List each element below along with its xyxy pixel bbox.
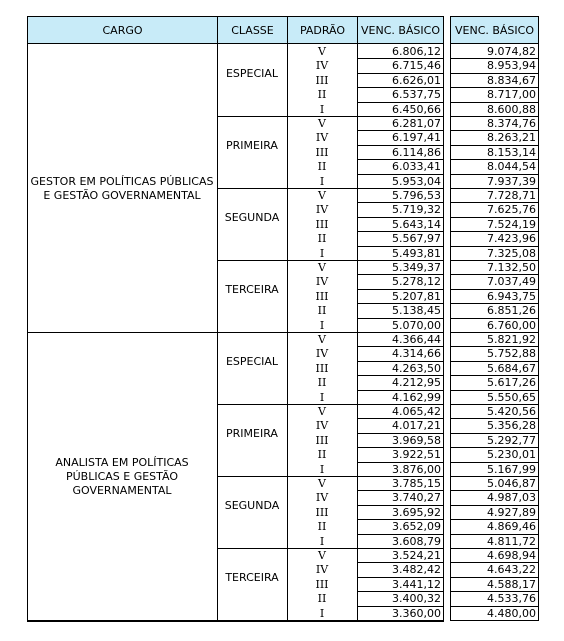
classe-label: SEGUNDA: [224, 210, 280, 224]
padrao-cell: III: [315, 505, 329, 519]
classe-label: ESPECIAL: [225, 66, 279, 80]
venc-basico-2-cell: 8.044,54: [487, 160, 536, 174]
header-venc-basico-1: [357, 16, 444, 44]
venc-basico-2-cell: 7.325,08: [487, 246, 536, 260]
venc-basico-1-cell: 5.719,32: [392, 203, 441, 217]
venc-basico-2-cell: 4.698,94: [487, 549, 536, 562]
padrao-cell: V: [318, 333, 326, 346]
venc-basico-1-cell: 5.349,37: [392, 261, 441, 274]
padrao-cell: III: [315, 361, 329, 375]
cargo-label: GESTOR EM POLÍTICAS PÚBLICAS: [30, 175, 214, 188]
venc-basico-1-cell: 6.114,86: [392, 145, 441, 159]
venc-basico-1-cell: 6.626,01: [392, 73, 441, 87]
padrao-cell: IV: [315, 563, 329, 577]
venc-basico-1-cell: 4.162,99: [392, 390, 441, 404]
venc-basico-2-cell: 5.356,28: [487, 419, 536, 433]
header-venc2-label: VENC. BÁSICO: [454, 23, 534, 37]
col-border: [217, 44, 218, 621]
col-border: [27, 16, 28, 621]
venc-basico-2-cell: 5.684,67: [487, 361, 536, 375]
padrao-cell: II: [317, 448, 327, 462]
venc-basico-2-cell: 5.230,01: [487, 448, 536, 462]
venc-basico-2-cell: 7.423,96: [487, 232, 536, 246]
venc-basico-1-cell: 5.278,12: [392, 275, 441, 289]
venc-basico-2-cell: 4.927,89: [487, 505, 536, 519]
col-border: [357, 44, 358, 621]
venc-basico-2-cell: 5.046,87: [487, 477, 536, 490]
venc-basico-1-cell: 3.922,51: [392, 448, 441, 462]
venc-basico-1-cell: 4.065,42: [392, 405, 441, 418]
padrao-cell: IV: [315, 203, 329, 217]
venc-basico-1-cell: 3.360,00: [392, 606, 441, 620]
venc-basico-1-cell: 5.953,04: [392, 174, 441, 188]
padrao-cell: I: [319, 246, 325, 260]
venc-basico-2-cell: 5.617,26: [487, 376, 536, 390]
classe-label: TERCEIRA: [225, 570, 279, 584]
venc-basico-1-cell: 5.070,00: [392, 318, 441, 332]
venc-basico-1-cell: 3.876,00: [392, 462, 441, 476]
padrao-cell: II: [317, 592, 327, 606]
venc-basico-1-cell: 4.212,95: [392, 376, 441, 390]
venc-basico-1-cell: 3.524,21: [392, 549, 441, 562]
venc-basico-2-cell: 5.821,92: [487, 333, 536, 346]
venc-basico-1-cell: 5.796,53: [392, 189, 441, 202]
venc-basico-1-cell: 3.400,32: [392, 592, 441, 606]
padrao-cell: I: [319, 534, 325, 548]
venc-basico-1-cell: 5.138,45: [392, 304, 441, 318]
classe-label: ESPECIAL: [225, 354, 279, 368]
padrao-cell: IV: [315, 419, 329, 433]
venc-basico-2-cell: 5.752,88: [487, 347, 536, 361]
venc-basico-1-cell: 6.197,41: [392, 131, 441, 145]
venc-basico-2-cell: 4.869,46: [487, 520, 536, 534]
padrao-cell: III: [315, 73, 329, 87]
venc-basico-2-cell: 7.937,39: [487, 174, 536, 188]
padrao-cell: III: [315, 289, 329, 303]
venc-basico-2-cell: 4.588,17: [487, 577, 536, 591]
venc-basico-2-cell: 8.153,14: [487, 145, 536, 159]
venc-basico-2-cell: 7.728,71: [487, 189, 536, 202]
header-classe-label: CLASSE: [231, 23, 274, 37]
padrao-cell: IV: [315, 131, 329, 145]
padrao-cell: I: [319, 318, 325, 332]
padrao-cell: I: [319, 174, 325, 188]
venc-basico-2-cell: 9.074,82: [487, 45, 536, 58]
venc-basico-2-cell: 4.987,03: [487, 491, 536, 505]
header-cargo: [27, 16, 217, 44]
venc-basico-2-cell: 7.132,50: [487, 261, 536, 274]
col-border: [538, 44, 539, 621]
padrao-cell: II: [317, 520, 327, 534]
padrao-cell: V: [318, 189, 326, 202]
classe-label: TERCEIRA: [225, 282, 279, 296]
padrao-cell: III: [315, 145, 329, 159]
venc-basico-1-cell: 5.643,14: [392, 217, 441, 231]
padrao-cell: I: [319, 102, 325, 116]
padrao-cell: V: [318, 405, 326, 418]
classe-label: PRIMEIRA: [226, 138, 278, 152]
venc-basico-1-cell: 5.567,97: [392, 232, 441, 246]
venc-basico-1-cell: 3.652,09: [392, 520, 441, 534]
padrao-cell: IV: [315, 347, 329, 361]
header-cargo-label: CARGO: [102, 23, 143, 37]
venc-basico-1-cell: 4.263,50: [392, 361, 441, 375]
col-border: [287, 44, 288, 621]
header-classe: [217, 16, 287, 44]
header-padrao: [287, 16, 357, 44]
cargo-label: E GESTÃO GOVERNAMENTAL: [43, 189, 201, 202]
padrao-cell: II: [317, 160, 327, 174]
cargo-label: PÚBLICAS E GESTÃO: [65, 470, 179, 483]
col-border: [450, 44, 451, 621]
padrao-cell: II: [317, 376, 327, 390]
venc-basico-2-cell: 5.550,65: [487, 390, 536, 404]
padrao-cell: V: [318, 477, 326, 490]
venc-basico-2-cell: 7.037,49: [487, 275, 536, 289]
venc-basico-2-cell: 4.533,76: [487, 592, 536, 606]
venc-basico-1-cell: 6.450,66: [392, 102, 441, 116]
venc-basico-1-cell: 6.715,46: [392, 59, 441, 73]
padrao-cell: I: [319, 390, 325, 404]
venc-basico-2-cell: 4.480,00: [487, 606, 536, 620]
padrao-cell: II: [317, 88, 327, 102]
venc-basico-1-cell: 6.537,75: [392, 88, 441, 102]
classe-label: SEGUNDA: [224, 498, 280, 512]
venc-basico-2-cell: 6.851,26: [487, 304, 536, 318]
venc-basico-2-cell: 8.717,00: [487, 88, 536, 102]
padrao-cell: IV: [315, 275, 329, 289]
venc-basico-2-cell: 5.292,77: [487, 433, 536, 447]
venc-basico-2-cell: 7.625,76: [487, 203, 536, 217]
bottom-border: [27, 620, 444, 622]
venc-basico-1-cell: 3.740,27: [392, 491, 441, 505]
header-venc1-label: VENC. BÁSICO: [360, 23, 440, 37]
padrao-cell: III: [315, 577, 329, 591]
venc-basico-1-cell: 6.806,12: [392, 45, 441, 58]
venc-basico-1-cell: 5.207,81: [392, 289, 441, 303]
venc-basico-2-cell: 5.420,56: [487, 405, 536, 418]
header-venc-basico-2: [450, 16, 539, 44]
padrao-cell: II: [317, 232, 327, 246]
venc-basico-2-cell: 6.760,00: [487, 318, 536, 332]
venc-basico-1-cell: 6.033,41: [392, 160, 441, 174]
col-border: [443, 44, 444, 621]
venc-basico-2-cell: 8.600,88: [487, 102, 536, 116]
venc-basico-2-cell: 8.374,76: [487, 117, 536, 130]
venc-basico-1-cell: 3.785,15: [392, 477, 441, 490]
venc-basico-1-cell: 4.017,21: [392, 419, 441, 433]
venc-basico-1-cell: 3.695,92: [392, 505, 441, 519]
padrao-cell: V: [318, 45, 326, 58]
venc-basico-1-cell: 6.281,07: [392, 117, 441, 130]
cargo-label: ANALISTA EM POLÍTICAS: [55, 456, 189, 469]
venc-basico-2-cell: 8.953,94: [487, 59, 536, 73]
venc-basico-1-cell: 3.482,42: [392, 563, 441, 577]
padrao-cell: IV: [315, 59, 329, 73]
venc-basico-1-cell: 3.441,12: [392, 577, 441, 591]
venc-basico-2-cell: 5.167,99: [487, 462, 536, 476]
cargo-label: GOVERNAMENTAL: [72, 484, 172, 497]
venc-basico-1-cell: 3.608,79: [392, 534, 441, 548]
padrao-cell: V: [318, 117, 326, 130]
venc-basico-2-cell: 4.643,22: [487, 563, 536, 577]
venc-basico-2-cell: 8.834,67: [487, 73, 536, 87]
padrao-cell: V: [318, 261, 326, 274]
padrao-cell: IV: [315, 491, 329, 505]
padrao-cell: III: [315, 217, 329, 231]
venc-basico-2-cell: 8.263,21: [487, 131, 536, 145]
padrao-cell: III: [315, 433, 329, 447]
venc-basico-1-cell: 5.493,81: [392, 246, 441, 260]
classe-label: PRIMEIRA: [226, 426, 278, 440]
padrao-cell: II: [317, 304, 327, 318]
venc-basico-1-cell: 4.366,44: [392, 333, 441, 346]
padrao-cell: V: [318, 549, 326, 562]
group-rule: [450, 620, 539, 621]
venc-basico-2-cell: 6.943,75: [487, 289, 536, 303]
padrao-cell: I: [319, 462, 325, 476]
venc-basico-1-cell: 3.969,58: [392, 433, 441, 447]
padrao-cell: I: [319, 606, 325, 620]
header-padrao-label: PADRÃO: [299, 23, 346, 37]
venc-basico-2-cell: 7.524,19: [487, 217, 536, 231]
venc-basico-1-cell: 4.314,66: [392, 347, 441, 361]
venc-basico-2-cell: 4.811,72: [487, 534, 536, 548]
